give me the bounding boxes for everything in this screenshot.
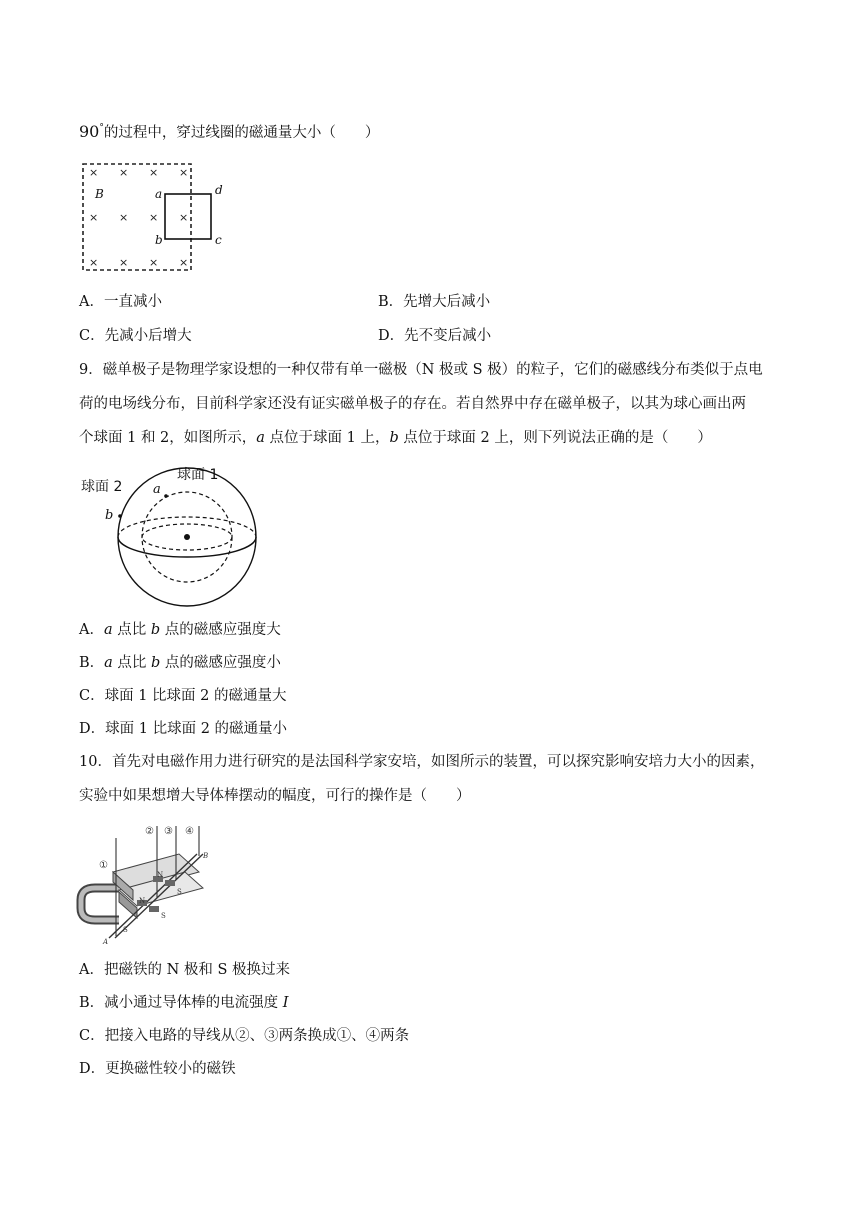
q9-text: 点位于球面 1 上， <box>264 430 390 446</box>
q8-cross: × <box>119 166 129 179</box>
q8-corner-a: a <box>155 187 163 201</box>
option-label: D． <box>378 328 405 344</box>
q8-stem-tail <box>79 118 379 143</box>
q8-corner-d: d <box>215 183 223 197</box>
q9-option-a[interactable] <box>79 620 281 640</box>
option-label: B． <box>79 655 105 671</box>
q8-cross: × <box>149 211 159 224</box>
q8-corner-c: c <box>215 233 222 247</box>
option-text: 先增大后减小 <box>403 294 491 310</box>
q10-wire-2-label: ② <box>145 826 154 837</box>
q8-figure <box>79 160 223 274</box>
q9-option-b[interactable] <box>79 653 281 673</box>
q10-pole-s-label: S <box>161 912 166 920</box>
q8-option-c[interactable] <box>79 326 192 346</box>
q8-option-d[interactable] <box>378 326 491 346</box>
option-text: 球面 1 比球面 2 的磁通量大 <box>104 688 287 704</box>
option-label: D． <box>79 1061 106 1077</box>
q9-point-b: b <box>105 508 114 523</box>
q8-cross: × <box>179 256 189 269</box>
option-label: A． <box>79 294 104 310</box>
q8-corner-b: b <box>155 233 163 247</box>
q10-pole-n-label: N <box>139 897 146 905</box>
option-label: B． <box>79 995 105 1011</box>
q9-stem-line2: 荷的电场线分布，目前科学家还没有证实磁单极子的存在。若自然界中存在磁单极子，以其为球心画出两 <box>79 396 746 412</box>
q10-option-d[interactable] <box>79 1059 236 1079</box>
q9-stem-line1: 9．磁单极子是物理学家设想的一种仅带有单一磁极（N 极或 S 极）的粒子，它们的磁感线分布类似于点电 <box>79 362 763 378</box>
option-var: b <box>150 622 161 638</box>
q9-option-c[interactable] <box>79 686 287 706</box>
q8-cross: × <box>89 211 99 224</box>
q10-option-c[interactable] <box>79 1026 409 1046</box>
option-text: 点比 <box>112 655 152 671</box>
q10-wire-3-label: ③ <box>164 826 173 837</box>
q9-text: 点位于球面 2 上，则下列说法正确的是（ ） <box>398 430 712 446</box>
q8-cross: × <box>89 166 99 179</box>
q8-option-a[interactable] <box>79 292 162 312</box>
q10-wire-1-label: ① <box>99 860 108 871</box>
q8-option-b[interactable] <box>378 292 490 312</box>
q10-stem-line2: 实验中如果想增大导体棒摆动的幅度，可行的操作是（ ） <box>79 788 471 804</box>
q10-option-a[interactable] <box>79 960 290 980</box>
option-text: 点的磁感应强度小 <box>160 655 281 671</box>
option-label: B． <box>378 294 404 310</box>
q8-angle-number: 90 <box>79 122 100 141</box>
q10-wire-4-label: ④ <box>185 826 194 837</box>
q10-pole-n-label: N <box>157 871 164 879</box>
q8-cross: × <box>179 166 189 179</box>
q10-pole-s-label: S <box>177 888 182 896</box>
option-text: 球面 1 比球面 2 的磁通量小 <box>105 721 288 737</box>
q9-point-a: a <box>153 482 161 497</box>
q9-var-a: a <box>256 430 265 446</box>
q9-sphere-figure <box>79 462 269 608</box>
q8-cross: × <box>119 211 129 224</box>
option-label: A． <box>79 962 104 978</box>
option-label: D． <box>79 721 106 737</box>
q9-sphere2-label: 球面 2 <box>81 479 123 495</box>
option-var: a <box>104 655 113 671</box>
option-var: I <box>282 995 289 1011</box>
q9-text: 个球面 1 和 2，如图所示， <box>79 430 257 446</box>
q9-var-b: b <box>389 430 399 446</box>
q8-field-label: B <box>95 187 104 201</box>
q8-cross: × <box>149 256 159 269</box>
option-text: 先减小后增大 <box>104 328 192 344</box>
option-label: C． <box>79 688 105 704</box>
q10-pole-s-label: S <box>123 926 128 934</box>
option-label: C． <box>79 328 105 344</box>
option-text: 一直减小 <box>103 294 162 310</box>
q8-stem-text: 的过程中，穿过线圈的磁通量大小（ ） <box>103 125 380 141</box>
option-var: a <box>103 622 113 638</box>
q8-cross: × <box>119 256 129 269</box>
q10-point-b-label: B <box>203 852 209 860</box>
option-label: C． <box>79 1028 105 1044</box>
option-text: 点比 <box>112 622 151 638</box>
q10-stem-line1: 10．首先对电磁作用力进行研究的是法国科学家安培，如图所示的装置，可以探究影响安培力大小的因素， <box>79 754 765 770</box>
q8-cross: × <box>89 256 99 269</box>
option-text: 点的磁感应强度大 <box>160 622 281 638</box>
option-text: 把接入电路的导线从②、③两条换成①、④两条 <box>104 1028 410 1044</box>
q9-stem-line3 <box>79 428 712 448</box>
option-text: 更换磁性较小的磁铁 <box>105 1061 236 1077</box>
option-label: A． <box>79 622 104 638</box>
q10-point-a-label: A <box>103 938 109 946</box>
option-var: b <box>151 655 161 671</box>
q9-option-d[interactable] <box>79 719 287 739</box>
q8-degree-sign: ° <box>99 123 104 133</box>
option-text: 减小通过导体棒的电流强度 <box>104 995 283 1011</box>
q8-cross: × <box>179 211 189 224</box>
q8-cross: × <box>149 166 159 179</box>
q10-apparatus-figure <box>79 820 219 946</box>
q9-sphere1-label: 球面 1 <box>177 467 219 483</box>
option-text: 先不变后减小 <box>404 328 492 344</box>
q10-option-b[interactable] <box>79 993 289 1013</box>
option-text: 把磁铁的 N 极和 S 极换过来 <box>103 962 291 978</box>
